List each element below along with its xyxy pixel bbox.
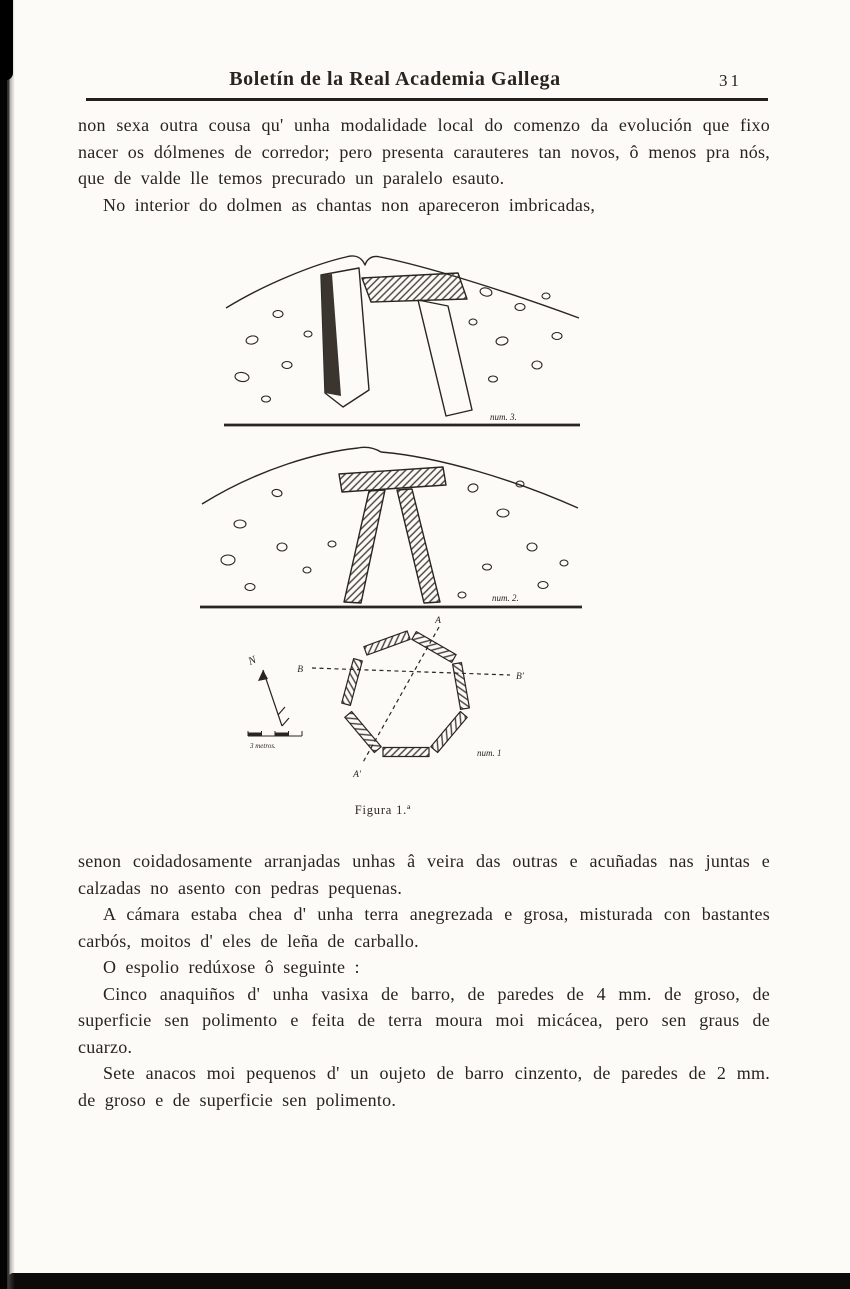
scale-label: 3 metros. <box>250 742 276 750</box>
stone <box>489 376 498 382</box>
dolmen-figure-graphic <box>190 244 610 794</box>
label-section-a: A <box>435 616 441 626</box>
figure-dolmen-illustrations <box>78 244 770 818</box>
right-support-hatched <box>397 489 440 603</box>
body-text <box>78 112 770 1113</box>
plan-slab <box>453 663 470 710</box>
page-number: 31 <box>719 71 742 90</box>
stone <box>497 509 509 517</box>
paragraph-4: A cámara estaba chea d' unha terra anegrezada e grosa, misturada con bastantes carbós, moitos d' eles de leña de carballo. <box>78 904 770 951</box>
binding-shadow <box>0 0 15 1289</box>
paragraph-3: senon coidadosamente arranjadas unhas â veira das outras e acuñadas nas juntas e calzadas no asento con pedras pequenas. <box>78 851 770 898</box>
left-support-hatched <box>344 490 385 603</box>
header-rule <box>86 98 768 101</box>
stone <box>328 541 336 547</box>
stone <box>552 333 562 340</box>
stone <box>262 396 271 402</box>
plan-slab <box>431 711 467 752</box>
stone <box>234 520 246 528</box>
stone <box>467 483 478 493</box>
north-arrow-icon <box>246 654 289 726</box>
paragraph-6: Cinco anaquiños d' unha vasixa de barro, de paredes de 4 mm. de groso, de superficie sen polimento e feita de terra moura moi micácea, pero sen graus de cuarzo. <box>78 983 770 1057</box>
stone <box>277 543 287 551</box>
stone <box>527 543 537 551</box>
scan-bottom-edge <box>9 1273 850 1289</box>
stone <box>483 564 492 570</box>
page-header <box>86 68 768 101</box>
stone <box>304 331 312 337</box>
figure-caption: Figura 1.ª <box>354 803 412 817</box>
paragraph-7: Sete anacos moi pequenos d' un oujeto de barro cinzento, de paredes de 2 mm. de groso e de superficie sen polimento. <box>78 1063 770 1110</box>
scattered-stones <box>234 287 562 402</box>
stone <box>532 361 542 369</box>
plan-slab <box>345 711 381 752</box>
stone <box>560 560 568 566</box>
stone <box>542 293 550 299</box>
chamber-slabs <box>342 631 470 757</box>
stone <box>234 372 249 383</box>
stone <box>221 555 235 565</box>
stone <box>271 489 282 498</box>
stone <box>303 567 311 573</box>
label-num2: num. 2. <box>492 593 519 603</box>
stone <box>479 287 493 298</box>
section-line-b <box>312 668 510 675</box>
dolmen-cross-section-num2 <box>200 447 582 607</box>
scattered-stones <box>221 481 568 598</box>
plan-slab <box>364 631 410 655</box>
stone <box>245 335 258 345</box>
right-slab <box>418 300 472 416</box>
label-section-b: B <box>297 665 303 675</box>
stone <box>515 304 525 311</box>
label-section-b-prime: B' <box>516 672 524 682</box>
label-north: N <box>246 653 258 668</box>
stone <box>495 336 508 346</box>
stone <box>245 584 255 591</box>
capstone-hatched <box>362 273 467 302</box>
dolmen-cross-section-num3 <box>224 256 580 425</box>
capstone-hatched <box>339 467 446 492</box>
dolmen-plan-num1 <box>246 616 525 780</box>
journal-title: Boletín de la Real Academia Gallega <box>229 68 561 90</box>
label-num3: num. 3. <box>490 412 517 422</box>
stone <box>458 592 466 598</box>
plan-slab <box>342 659 363 706</box>
scale-bar <box>248 731 302 750</box>
paragraph-1: non sexa outra cousa qu' unha modalidade local do comenzo da evolución que fixo nacer os dólmenes de corredor; pero presenta carauteres tan novos, ô menos pra nós, que de valde lle temos precurado un paralelo esauto. <box>78 115 770 188</box>
label-section-a-prime: A' <box>353 770 361 780</box>
stone <box>538 582 548 589</box>
plan-slab <box>383 748 429 757</box>
stone <box>469 319 477 325</box>
stone <box>282 362 292 369</box>
paragraph-5: O espolio redúxose ô seguinte : <box>103 957 360 977</box>
paragraph-2: No interior do dolmen as chantas non apareceron imbricadas, <box>103 194 596 215</box>
stone <box>273 311 283 318</box>
header-row <box>86 68 768 91</box>
label-num1: num. 1 <box>477 748 502 758</box>
